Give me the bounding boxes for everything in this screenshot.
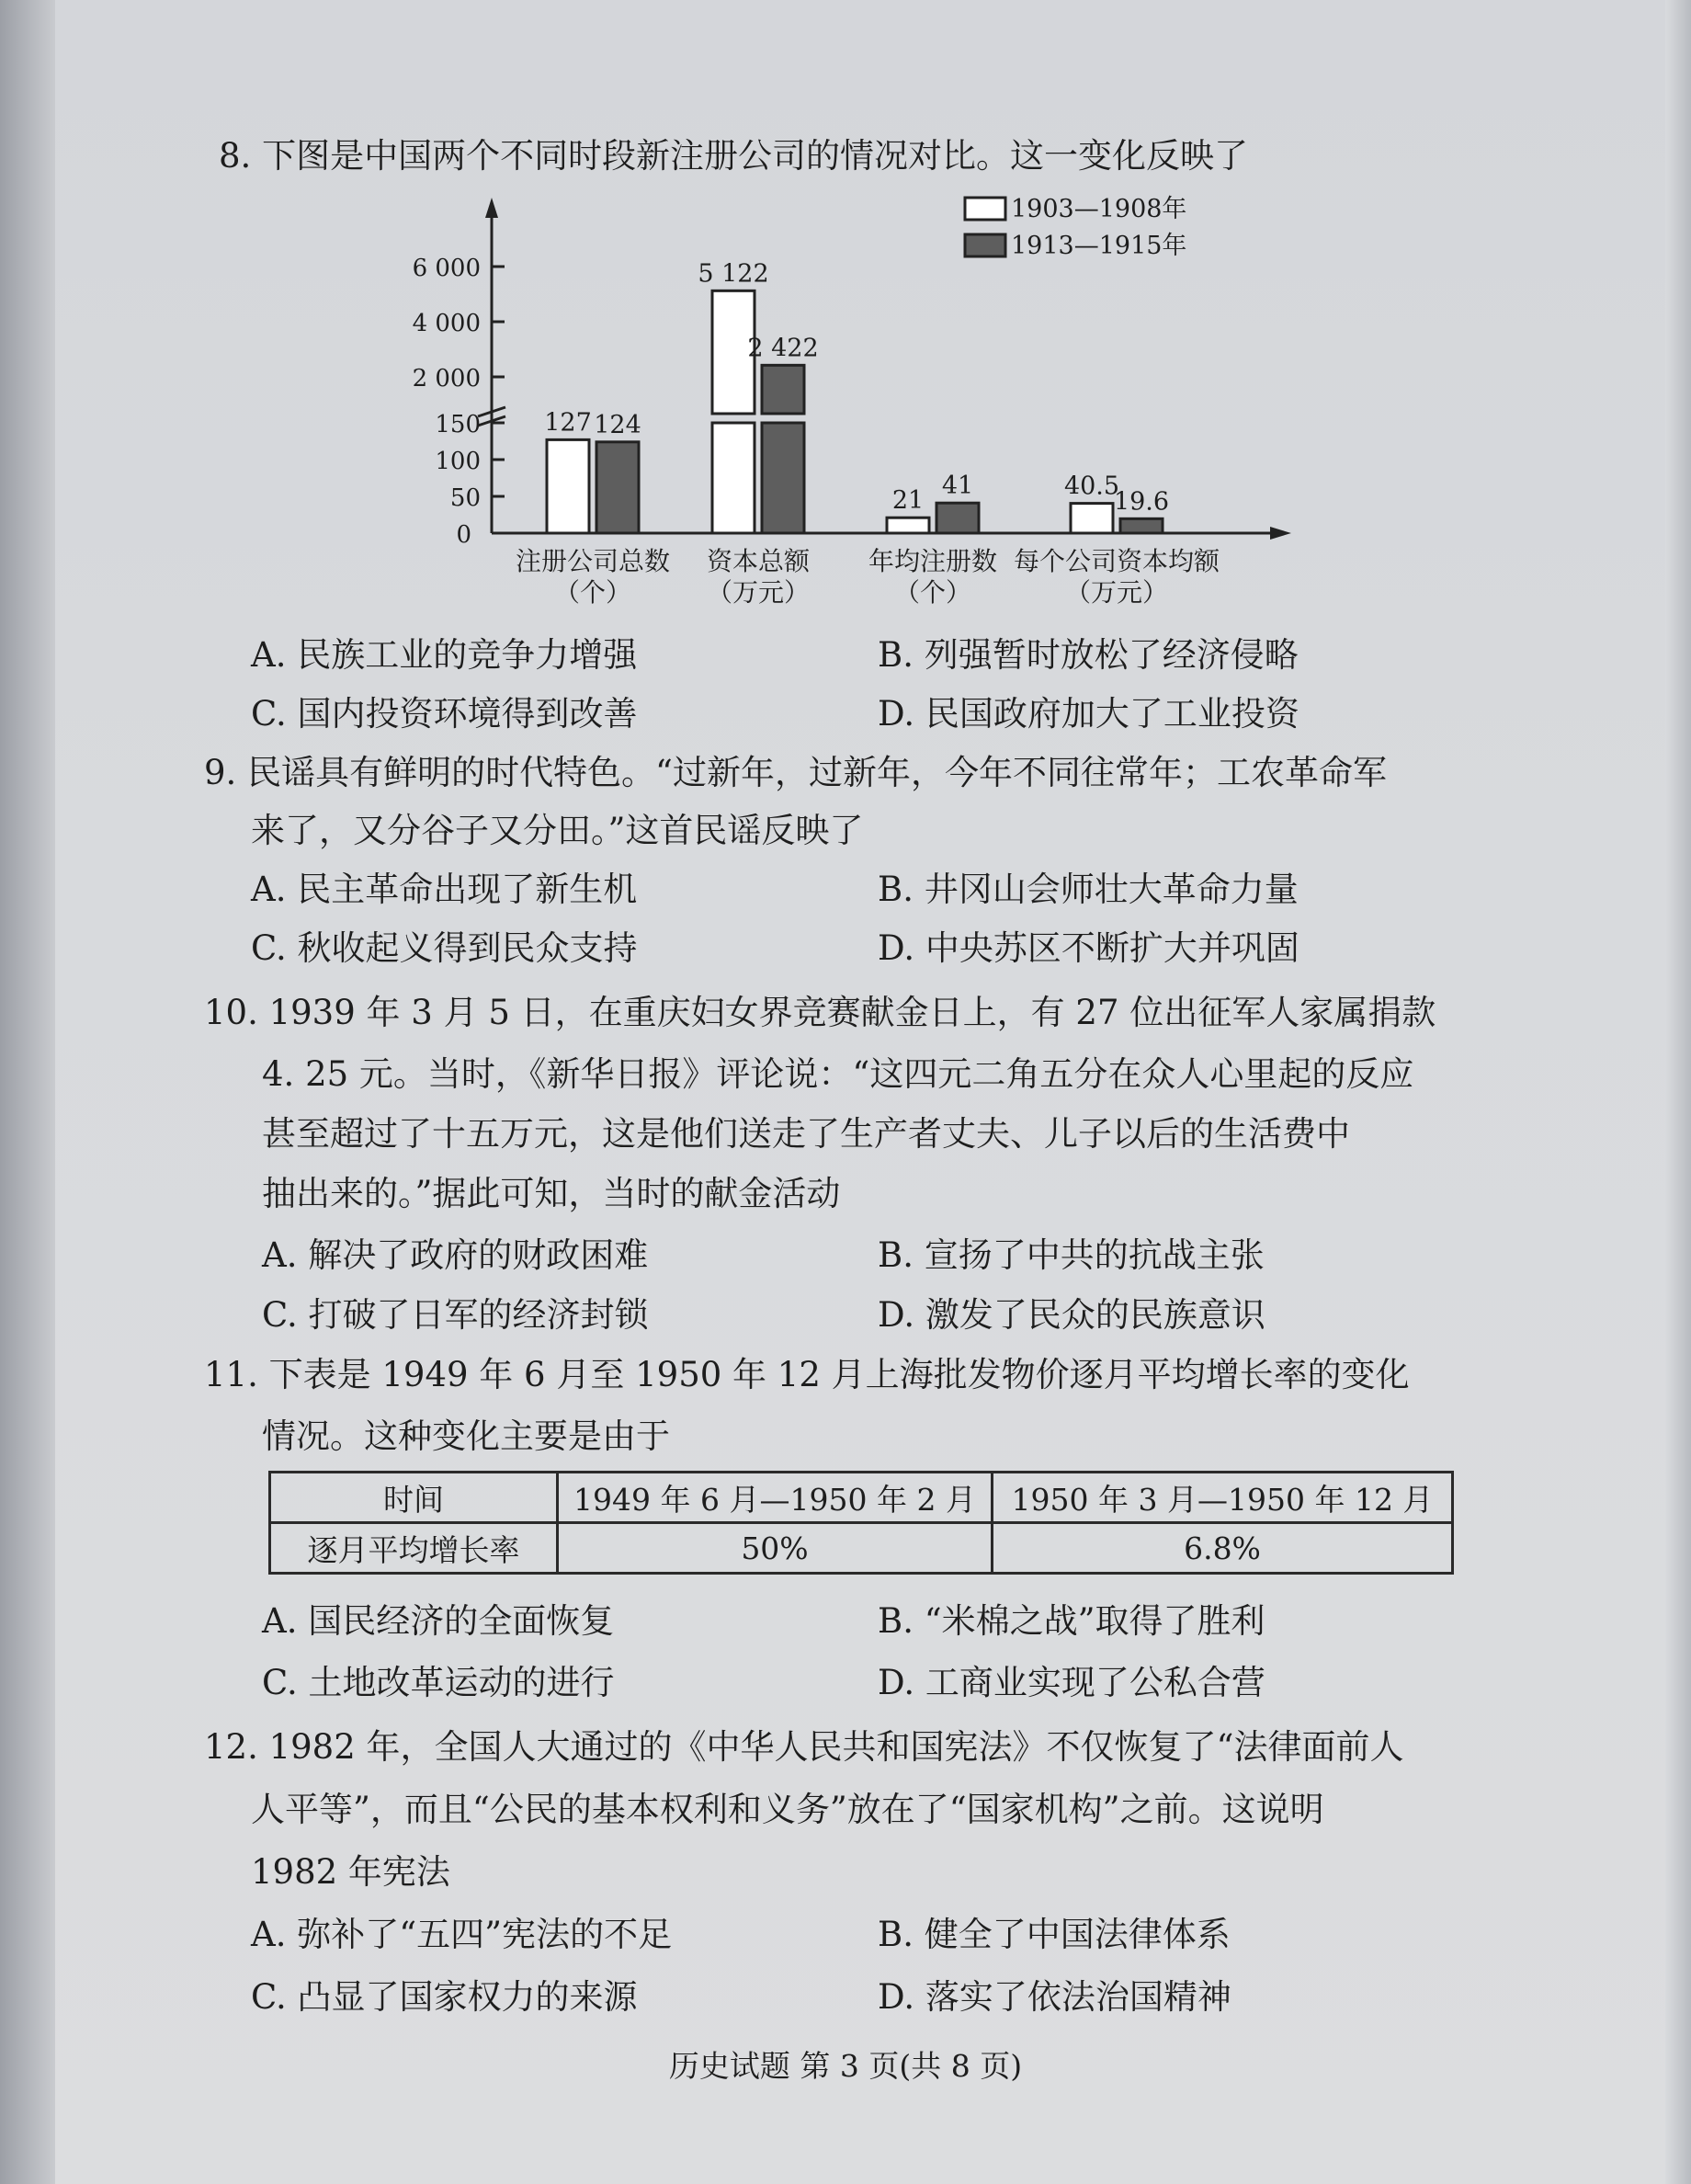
q8-option-c[interactable]: C. 国内投资环境得到改善 <box>251 694 638 734</box>
question-10-stem-line: 甚至超过了十五万元，这是他们送走了生产者丈夫、儿子以后的生活费中 <box>262 1114 1350 1154</box>
data-label: 124 <box>594 410 641 439</box>
data-label: 21 <box>891 486 925 516</box>
page-edge-shadow-right <box>1665 0 1691 2184</box>
x-axis-arrow <box>1270 527 1291 540</box>
table-cell: 50% <box>558 1523 993 1574</box>
category-label: 注册公司总数 <box>515 546 671 576</box>
page-edge-shadow <box>0 0 55 2184</box>
table-cell: 1950 年 3 月—1950 年 12 月 <box>993 1473 1453 1523</box>
q8-option-a[interactable]: A. 民族工业的竞争力增强 <box>251 635 638 675</box>
table-row <box>270 1523 1453 1574</box>
question-12-stem-line: 1982 年宪法 <box>251 1852 450 1892</box>
question-10-stem-line: 4. 25 元。当时，《新华日报》评论说：“这四元二角五分在众人心里起的反应 <box>262 1054 1414 1094</box>
q11-option-c[interactable]: C. 土地改革运动的进行 <box>262 1663 615 1702</box>
question-12-stem-line: 人平等”，而且“公民的基本权利和义务”放在了“国家机构”之前。这说明 <box>251 1790 1324 1829</box>
q8-option-d[interactable]: D. 民国政府加大了工业投资 <box>878 694 1299 734</box>
bar <box>887 518 929 533</box>
y-tick-label: 4 000 <box>412 310 481 337</box>
legend-swatch <box>965 198 1005 220</box>
table-cell: 逐月平均增长率 <box>270 1523 558 1574</box>
question-8-stem: 8. 下图是中国两个不同时段新注册公司的情况对比。这一变化反映了 <box>219 136 1249 176</box>
y-tick-label: 0 <box>456 521 471 549</box>
table-header-row <box>270 1473 1453 1523</box>
category-label: 每个公司资本均额 <box>1013 546 1220 576</box>
y-tick-label: 100 <box>435 448 481 475</box>
data-label: 40.5 <box>1063 472 1120 501</box>
question-10-stem-line: 10. 1939 年 3 月 5 日，在重庆妇女界竞赛献金日上，有 27 位出征军人家属捐款 <box>204 993 1436 1032</box>
q12-option-c[interactable]: C. 凸显了国家权力的来源 <box>251 1977 638 2017</box>
q8-option-b[interactable]: B. 列强暂时放松了经济侵略 <box>878 635 1299 675</box>
q12-option-d[interactable]: D. 落实了依法治国精神 <box>878 1977 1231 2017</box>
bar <box>596 442 639 533</box>
category-label: 资本总额 <box>706 546 811 576</box>
q10-option-d[interactable]: D. 激发了民众的民族意识 <box>878 1295 1265 1335</box>
legend-label: 1913—1915年 <box>1011 232 1187 260</box>
category-unit-label: （万元） <box>1064 577 1169 608</box>
q12-option-b[interactable]: B. 健全了中国法律体系 <box>878 1915 1231 1954</box>
bar <box>547 439 589 533</box>
category-unit-label: （个） <box>893 577 972 608</box>
category-unit-label: （个） <box>553 577 632 608</box>
bar <box>762 423 804 533</box>
category-label: 年均注册数 <box>868 546 998 576</box>
bar-chart <box>386 188 1323 620</box>
q12-option-a[interactable]: A. 弥补了“五四”宪法的不足 <box>251 1915 673 1954</box>
table-cell: 时间 <box>270 1473 558 1523</box>
question-10-stem-line: 抽出来的。”据此可知，当时的献金活动 <box>262 1174 841 1213</box>
table-cell: 1949 年 6 月—1950 年 2 月 <box>558 1473 993 1523</box>
data-label: 5 122 <box>698 259 769 289</box>
question-11-stem-line: 11. 下表是 1949 年 6 月至 1950 年 12 月上海批发物价逐月平均增长率的变化 <box>204 1355 1410 1394</box>
y-tick-label: 6 000 <box>412 255 481 282</box>
q9-option-a[interactable]: A. 民主革命出现了新生机 <box>251 870 638 909</box>
table-cell: 6.8% <box>993 1523 1453 1574</box>
q11-option-a[interactable]: A. 国民经济的全面恢复 <box>262 1601 615 1641</box>
data-label: 127 <box>544 408 592 438</box>
legend-label: 1903—1908年 <box>1011 195 1187 223</box>
q9-option-c[interactable]: C. 秋收起义得到民众支持 <box>251 928 638 968</box>
q11-option-b[interactable]: B. “米棉之战”取得了胜利 <box>878 1601 1265 1641</box>
bar <box>1071 504 1113 533</box>
question-11-stem-line: 情况。这种变化主要是由于 <box>262 1416 670 1456</box>
question-12-stem-line: 12. 1982 年，全国人大通过的《中华人民共和国宪法》不仅恢复了“法律面前人 <box>204 1727 1404 1767</box>
legend-swatch <box>965 234 1005 256</box>
growth-rate-table <box>268 1471 1454 1575</box>
bar <box>762 365 804 414</box>
y-tick-label: 2 000 <box>412 365 481 392</box>
q9-option-d[interactable]: D. 中央苏区不断扩大并巩固 <box>878 928 1299 968</box>
data-label: 2 422 <box>747 334 819 363</box>
q10-option-c[interactable]: C. 打破了日军的经济封锁 <box>262 1295 649 1335</box>
data-label: 41 <box>941 472 974 501</box>
page-footer: 历史试题 第 3 页(共 8 页) <box>668 2048 1023 2084</box>
y-tick-label: 150 <box>435 411 481 438</box>
bar <box>712 423 755 533</box>
q10-option-a[interactable]: A. 解决了政府的财政困难 <box>262 1235 649 1275</box>
q9-option-b[interactable]: B. 井冈山会师壮大革命力量 <box>878 870 1299 909</box>
y-axis-arrow <box>485 198 498 218</box>
category-unit-label: （万元） <box>706 577 811 608</box>
data-label: 19.6 <box>1113 487 1170 517</box>
bar <box>1120 518 1163 533</box>
y-tick-label: 50 <box>449 484 481 512</box>
question-9-stem-line: 9. 民谣具有鲜明的时代特色。“过新年，过新年，今年不同往常年；工农革命军 <box>204 753 1387 792</box>
bar <box>936 503 979 533</box>
q10-option-b[interactable]: B. 宣扬了中共的抗战主张 <box>878 1235 1265 1275</box>
q11-option-d[interactable]: D. 工商业实现了公私合营 <box>878 1663 1265 1702</box>
question-9-stem-line: 来了，又分谷子又分田。”这首民谣反映了 <box>251 811 864 850</box>
